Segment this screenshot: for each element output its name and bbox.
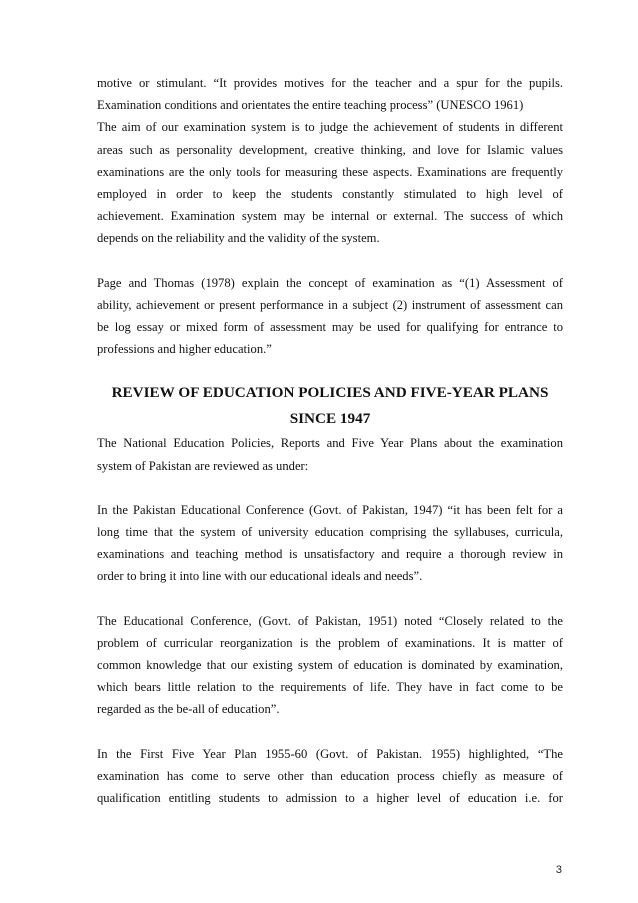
paragraph-conference-1947: [97, 499, 563, 588]
text-line: The National Education Policies, Reports and Five Year Plans about the examination: [97, 436, 563, 451]
paragraph-gap: [97, 721, 563, 743]
text-line: employed in order to keep the students constantly stimulated to high level of: [97, 187, 563, 202]
text-line: The Educational Conference, (Govt. of Pakistan, 1951) noted “Closely related to the: [97, 613, 563, 628]
paragraph-review-intro: [97, 432, 563, 476]
text-line: regarded as the be-all of education”.: [97, 702, 280, 717]
paragraph-gap: [97, 477, 563, 499]
section-heading: [97, 380, 563, 432]
text-line: common knowledge that our existing system of education is dominated by examination,: [97, 658, 563, 673]
paragraph-gap: [97, 588, 563, 610]
page-number: 3: [555, 864, 562, 876]
text-line: areas such as personality development, creative thinking, and love for Islamic values: [97, 142, 563, 157]
text-line: motive or stimulant. “It provides motives for the teacher and a spur for the pupils.: [97, 76, 563, 90]
page-body: [97, 72, 563, 809]
text-line: depends on the reliability and the validity of the system.: [97, 231, 380, 246]
text-line: ability, achievement or present performance in a subject (2) instrument of assessment can: [97, 297, 563, 312]
text-line: system of Pakistan are reviewed as under:: [97, 458, 309, 473]
text-line: Page and Thomas (1978) explain the concept of examination as “(1) Assessment of: [97, 275, 563, 290]
text-line: examinations are the only tools for measuring these aspects. Examinations are frequently: [97, 164, 563, 179]
text-line: achievement. Examination system may be internal or external. The success of which: [97, 209, 563, 224]
paragraph-gap: [97, 250, 563, 272]
text-line: examination has come to serve other than education process chiefly as measure of: [97, 768, 563, 783]
text-line: problem of curricular reorganization is the problem of examinations. It is matter of: [97, 635, 563, 650]
heading-line-2: SINCE 1947: [289, 410, 371, 428]
paragraph-five-year-plan: [97, 743, 563, 810]
text-line: In the First Five Year Plan 1955-60 (Govt. of Pakistan. 1955) highlighted, “The: [97, 746, 563, 761]
text-line: The aim of our examination system is to judge the achievement of students in different: [97, 120, 563, 135]
text-line: order to bring it into line with our educational ideals and needs”.: [97, 569, 423, 584]
text-line: In the Pakistan Educational Conference (Govt. of Pakistan, 1947) “it has been felt for a: [97, 502, 563, 517]
paragraph-page-thomas: [97, 272, 563, 361]
paragraph-examination-purpose: [97, 72, 563, 250]
text-line: Examination conditions and orientates the entire teaching process” (UNESCO 1961): [97, 98, 524, 113]
text-line: long time that the system of university education comprising the syllabuses, curricula,: [97, 525, 563, 540]
section-gap: [97, 360, 563, 380]
text-line: be log essay or mixed form of assessment may be used for qualifying for entrance to: [97, 320, 563, 335]
paragraph-conference-1951: [97, 610, 563, 721]
text-line: examinations and teaching method is unsatisfactory and require a thorough review in: [97, 547, 563, 562]
text-line: professions and higher education.”: [97, 342, 272, 357]
text-line: qualification entitling students to admission to a higher level of education i.e. for: [97, 791, 563, 806]
text-line: which bears little relation to the requirements of life. They have in fact come to be: [97, 680, 563, 695]
heading-line-1: REVIEW OF EDUCATION POLICIES AND FIVE-YEAR PLANS: [111, 384, 549, 402]
